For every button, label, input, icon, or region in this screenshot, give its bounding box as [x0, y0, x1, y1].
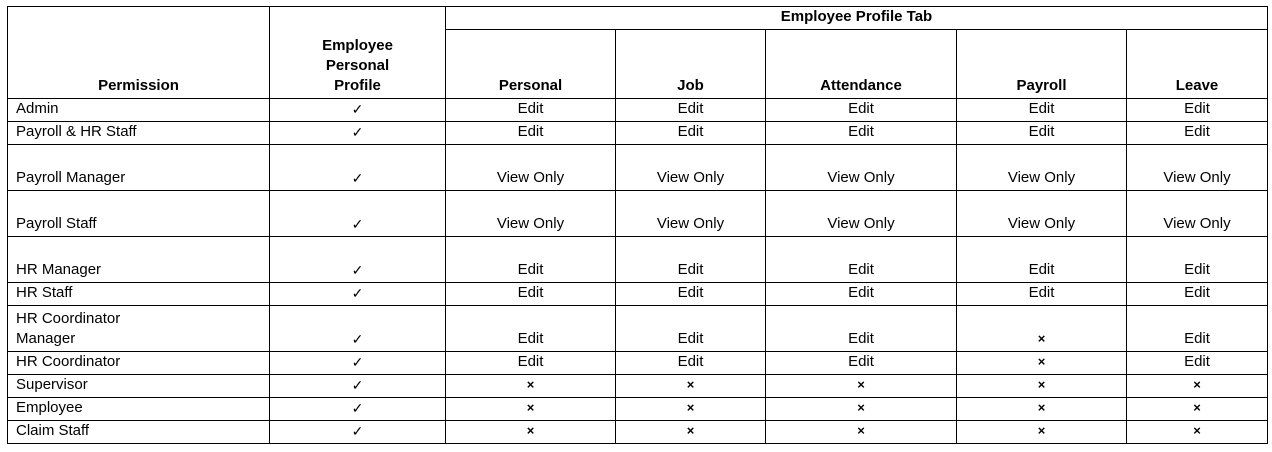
access-personal-cell: View Only — [446, 191, 616, 237]
table-row — [8, 99, 1268, 122]
permission-cell — [8, 306, 270, 352]
no-access-icon: × — [616, 421, 766, 444]
personal-profile-check-icon: ✓ — [270, 398, 446, 421]
tab-header-job: Job — [616, 30, 766, 99]
permission-cell — [8, 99, 270, 122]
access-personal-cell: Edit — [446, 306, 616, 352]
no-access-icon: × — [957, 352, 1127, 375]
no-access-icon: × — [616, 375, 766, 398]
no-access-icon: × — [766, 398, 957, 421]
access-attendance-cell: Edit — [766, 99, 957, 122]
access-leave-cell: Edit — [1127, 99, 1268, 122]
permission-header: Permission — [8, 7, 270, 99]
permissions-table — [7, 6, 1268, 444]
permission-cell — [8, 398, 270, 421]
tab-header-leave: Leave — [1127, 30, 1268, 99]
no-access-icon: × — [446, 421, 616, 444]
access-job-cell: Edit — [616, 237, 766, 283]
personal-profile-header-line: Personal — [325, 57, 390, 74]
permission-label: Payroll Staff — [16, 215, 97, 232]
access-attendance-cell: Edit — [766, 122, 957, 145]
table-row — [8, 306, 1268, 352]
access-leave-cell: Edit — [1127, 283, 1268, 306]
permission-label: Supervisor — [16, 376, 88, 393]
no-access-icon: × — [766, 375, 957, 398]
access-job-cell: View Only — [616, 191, 766, 237]
access-leave-cell: Edit — [1127, 122, 1268, 145]
permission-label: HR Manager — [16, 261, 102, 278]
permission-label: Claim Staff — [16, 422, 90, 439]
access-job-cell: Edit — [616, 352, 766, 375]
personal-profile-check-icon: ✓ — [270, 352, 446, 375]
permission-cell — [8, 122, 270, 145]
no-access-icon: × — [446, 398, 616, 421]
permission-cell — [8, 352, 270, 375]
access-personal-cell: Edit — [446, 352, 616, 375]
no-access-icon: × — [1127, 398, 1268, 421]
table-row — [8, 122, 1268, 145]
access-personal-cell: View Only — [446, 145, 616, 191]
access-attendance-cell: Edit — [766, 283, 957, 306]
no-access-icon: × — [957, 306, 1127, 352]
personal-profile-check-icon: ✓ — [270, 421, 446, 444]
access-job-cell: Edit — [616, 306, 766, 352]
permission-label: Admin — [16, 100, 59, 117]
access-job-cell: Edit — [616, 283, 766, 306]
access-leave-cell: Edit — [1127, 306, 1268, 352]
no-access-icon: × — [766, 421, 957, 444]
table-row — [8, 283, 1268, 306]
access-job-cell: Edit — [616, 99, 766, 122]
permission-label: Payroll Manager — [16, 169, 126, 186]
access-leave-cell: Edit — [1127, 352, 1268, 375]
permission-label: Employee — [16, 399, 83, 416]
permission-cell — [8, 283, 270, 306]
access-attendance-cell: View Only — [766, 145, 957, 191]
access-payroll-cell: View Only — [957, 145, 1127, 191]
header-group-row — [8, 7, 1268, 30]
table-row — [8, 421, 1268, 444]
profile-tab-group-header: Employee Profile Tab — [446, 7, 1268, 30]
table-row — [8, 352, 1268, 375]
no-access-icon: × — [957, 398, 1127, 421]
personal-profile-check-icon: ✓ — [270, 237, 446, 283]
table-row — [8, 375, 1268, 398]
access-payroll-cell: View Only — [957, 191, 1127, 237]
personal-profile-check-icon: ✓ — [270, 122, 446, 145]
personal-profile-check-icon: ✓ — [270, 145, 446, 191]
permission-label: Manager — [16, 330, 76, 347]
access-attendance-cell: Edit — [766, 352, 957, 375]
access-job-cell: View Only — [616, 145, 766, 191]
no-access-icon: × — [957, 375, 1127, 398]
personal-profile-check-icon: ✓ — [270, 306, 446, 352]
table-row — [8, 237, 1268, 283]
personal-profile-header-line: Employee — [322, 37, 393, 54]
access-leave-cell: View Only — [1127, 145, 1268, 191]
table-row — [8, 398, 1268, 421]
permission-label: HR Coordinator — [16, 353, 121, 370]
access-leave-cell: View Only — [1127, 191, 1268, 237]
personal-profile-check-icon: ✓ — [270, 99, 446, 122]
permission-label: HR Staff — [16, 284, 73, 301]
access-attendance-cell: Edit — [766, 306, 957, 352]
tab-header-attendance: Attendance — [766, 30, 957, 99]
tab-header-personal: Personal — [446, 30, 616, 99]
personal-profile-header-line: Profile — [334, 77, 381, 94]
access-payroll-cell: Edit — [957, 99, 1127, 122]
personal-profile-header — [270, 7, 446, 99]
access-attendance-cell: Edit — [766, 237, 957, 283]
access-personal-cell: Edit — [446, 283, 616, 306]
access-personal-cell: Edit — [446, 122, 616, 145]
permission-cell — [8, 375, 270, 398]
no-access-icon: × — [1127, 421, 1268, 444]
permission-label: Payroll & HR Staff — [16, 123, 137, 140]
no-access-icon: × — [1127, 375, 1268, 398]
personal-profile-check-icon: ✓ — [270, 375, 446, 398]
access-leave-cell: Edit — [1127, 237, 1268, 283]
access-payroll-cell: Edit — [957, 283, 1127, 306]
permission-label: HR Coordinator — [16, 310, 121, 327]
table-row — [8, 145, 1268, 191]
no-access-icon: × — [616, 398, 766, 421]
access-job-cell: Edit — [616, 122, 766, 145]
no-access-icon: × — [957, 421, 1127, 444]
permission-cell — [8, 421, 270, 444]
access-payroll-cell: Edit — [957, 237, 1127, 283]
permissions-table-body — [8, 99, 1268, 444]
access-personal-cell: Edit — [446, 237, 616, 283]
permission-cell — [8, 191, 270, 237]
permission-cell — [8, 145, 270, 191]
no-access-icon: × — [446, 375, 616, 398]
access-payroll-cell: Edit — [957, 122, 1127, 145]
access-attendance-cell: View Only — [766, 191, 957, 237]
personal-profile-check-icon: ✓ — [270, 283, 446, 306]
permissions-table-wrapper — [7, 6, 1268, 444]
access-personal-cell: Edit — [446, 99, 616, 122]
permission-cell — [8, 237, 270, 283]
personal-profile-check-icon: ✓ — [270, 191, 446, 237]
tab-header-payroll: Payroll — [957, 30, 1127, 99]
table-row — [8, 191, 1268, 237]
